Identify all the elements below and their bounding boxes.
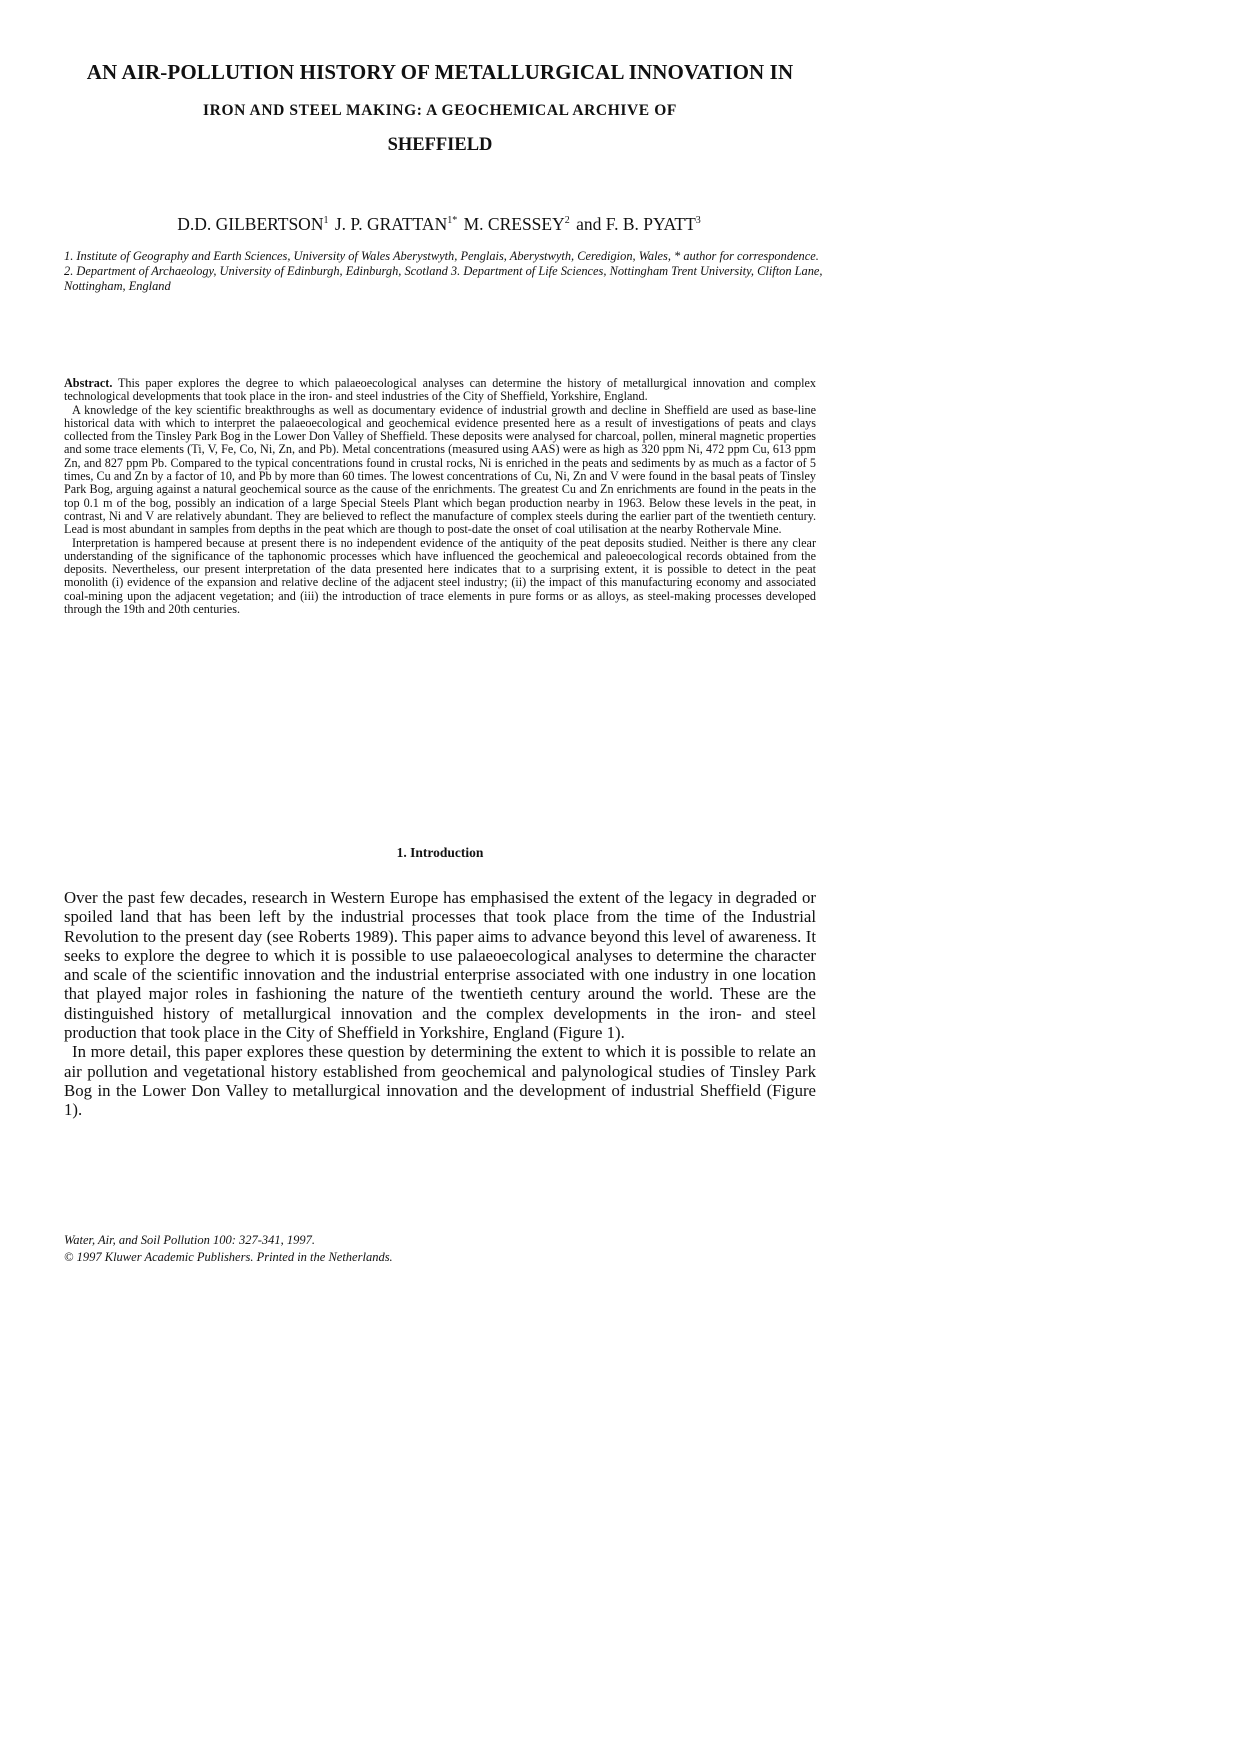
abstract-paragraph: A knowledge of the key scientific breakthroughs as well as documentary evidence of industrial growth and decline in Sheffield are used as base-line historical data with which to interpret the palaeoecological and geochemical evidence presented here as a result of investigations of peats and clays collected from the Tinsley Park Bog in the Lower Don Valley of Sheffield. These deposits were analysed for charcoal, pollen, mineral magnetic properties and some trace elements (Ti, V, Fe, Co, Ni, Zn, and Pb). Metal concentrations (measured using AAS) were as high as 320 ppm Ni, 472 ppm Cu, 613 ppm Zn, and 827 ppm Pb. Compared to the typical concentrations found in crustal rocks, Ni is enriched in the peats and sediments by as much as a factor of 5 times, Cu and Zn by a factor of 10, and Pb by more than 60 times. The lowest concentrations of Cu, Ni, Zn and V were found in the basal peats of Tinsley Park Bog, arguing against a natural geochemical source as the cause of the enrichments. The greatest Cu and Zn enrichments are found in the peats in the top 0.1 m of the bog, possibly an indication of a large Special Steels Plant which began production nearby in 1963. Below these levels in the peat, in contrast, Ni and V are relatively abundant. They are believed to reflect the manufacture of complex steels during the earlier part of the twentieth century. Lead is most abundant in samples from depths in the peat which are though to post-date the onset of coal utilisation at the nearby Rothervale Mine. bbox=[64, 402, 816, 537]
journal-citation: Water, Air, and Soil Pollution 100: 327-341, 1997. bbox=[64, 1233, 316, 1247]
abstract-paragraph bbox=[64, 377, 816, 404]
publication-footer bbox=[64, 1232, 664, 1266]
author-mark: 1* bbox=[447, 215, 458, 226]
intro-paragraph: In more detail, this paper explores these question by determining the extent to which it is possible to relate an air pollution and vegetational history established from geochemical and palynological studies of Tinsley Park Bog in the Lower Don Valley to metallurgical innovation and the development of industrial Sheffield (Figure 1). bbox=[64, 1042, 816, 1120]
copyright-notice: © 1997 Kluwer Academic Publishers. Printed in the Netherlands. bbox=[64, 1250, 393, 1264]
author-name: and F. B. PYATT bbox=[576, 214, 696, 234]
section-heading: 1. Introduction bbox=[396, 845, 484, 860]
affiliations: 1. Institute of Geography and Earth Sciences, University of Wales Aberystwyth, Penglais, Aberystwyth, Ceredigion, Wales, * author for correspondence. 2. Department of Archaeology, University of Edinburgh, Edinburgh, Scotland 3. Department of Life Sciences, Nottingham Trent University, Clifton Lane, Nottingham, England bbox=[64, 249, 823, 293]
abstract-paragraph: Interpretation is hampered because at present there is no independent evidence of the antiquity of the peat deposits studied. Neither is there any clear understanding of the significance of the taphonomic processes which have influenced the geochemical and paleoecological records obtained from the deposits. Nevertheless, our present interpretation of the data presented here indicates that to a surprising extent, it is possible to detect in the peat monolith (i) evidence of the expansion and relative decline of the adjacent steel industry; (ii) the impact of this manufacturing economy and associated coal-mining upon the adjacent vegetation; and (iii) the introduction of trace elements in pure forms or as alloys, as steel-making processes developed through the 19th and 20th centuries. bbox=[64, 535, 816, 617]
title-line-3: SHEFFIELD bbox=[387, 135, 493, 155]
author-name: M. CRESSEY bbox=[463, 214, 565, 234]
author-name: J. P. GRATTAN bbox=[334, 214, 448, 234]
introduction-body bbox=[64, 888, 816, 1120]
title-line-2: IRON AND STEEL MAKING: A GEOCHEMICAL ARCHIVE OF bbox=[203, 102, 677, 119]
author-name: D.D. GILBERTSON bbox=[177, 214, 324, 234]
author-mark: 1 bbox=[323, 215, 329, 226]
abstract bbox=[64, 377, 816, 616]
abstract-text: This paper explores the degree to which palaeoecological analyses can determine the history of metallurgical innovation and complex technological developments that took place in the iron- and steel industries of the City of Sheffield, Yorkshire, England. bbox=[64, 376, 816, 404]
intro-paragraph: Over the past few decades, research in Western Europe has emphasised the extent of the legacy in degraded or spoiled land that has been left by the industrial processes that took place from the time of the Industrial Revolution to the present day (see Roberts 1989). This paper aims to advance beyond this level of awareness. It seeks to explore the degree to which it is possible to use palaeoecological analyses to determine the character and scale of the scientific innovation and the industrial enterprise associated with one industry in one location that played major roles in fashioning the nature of the twentieth century around the world. These are the distinguished history of metallurgical innovation and the complex developments in the iron- and steel production that took place in the City of Sheffield in Yorkshire, England (Figure 1). bbox=[64, 888, 816, 1043]
author-list bbox=[60, 214, 820, 235]
author-mark: 2 bbox=[564, 215, 570, 226]
author-mark: 3 bbox=[695, 215, 701, 226]
abstract-label: Abstract. bbox=[64, 376, 113, 390]
title-line-1: AN AIR-POLLUTION HISTORY OF METALLURGICAL INNOVATION IN bbox=[86, 60, 794, 84]
